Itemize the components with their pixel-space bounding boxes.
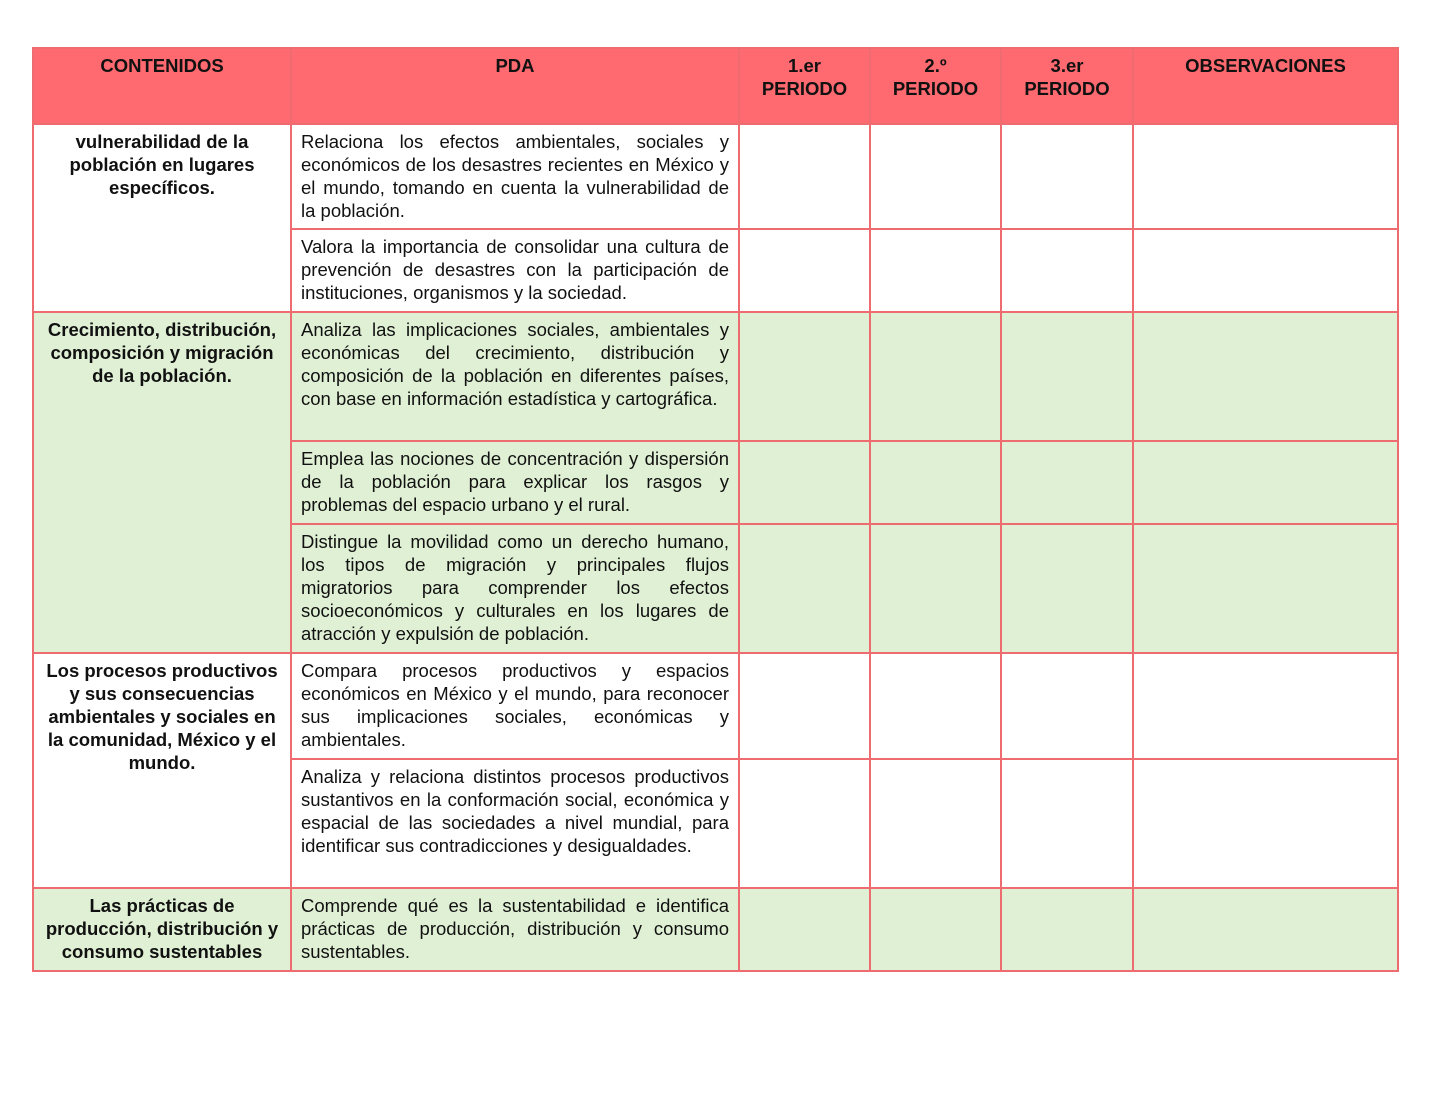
pda-cell: Comprende qué es la sustentabilidad e identifica prácticas de producción, distribución y consumo sustentables. — [291, 888, 739, 971]
periodo-1-cell[interactable] — [739, 312, 870, 441]
pda-cell: Distingue la movilidad como un derecho humano, los tipos de migración y principales flujos migratorios para comprender los efectos socioeconómicos y culturales en los lugares de atracción y expulsión de población. — [291, 524, 739, 653]
periodo-2-cell[interactable] — [870, 312, 1001, 441]
periodo-2-cell[interactable] — [870, 229, 1001, 312]
observaciones-cell[interactable] — [1133, 759, 1398, 888]
periodo-3-cell[interactable] — [1001, 229, 1133, 312]
contenido-cell: vulnerabilidad de la población en lugares específicos. — [33, 124, 291, 312]
pda-cell: Analiza y relaciona distintos procesos productivos sustantivos en la conformación social, económica y espacial de las sociedades a nivel mundial, para identificar sus contradicciones y desigualdades. — [291, 759, 739, 888]
periodo-1-cell[interactable] — [739, 441, 870, 524]
periodo-1-cell[interactable] — [739, 229, 870, 312]
header-periodo-1: 1.er PERIODO — [739, 48, 870, 124]
observaciones-cell[interactable] — [1133, 312, 1398, 441]
pda-cell: Valora la importancia de consolidar una cultura de prevención de desastres con la participación de instituciones, organismos y la sociedad. — [291, 229, 739, 312]
contenido-cell: Crecimiento, distribución, composición y migración de la población. — [33, 312, 291, 653]
periodo-3-cell[interactable] — [1001, 312, 1133, 441]
header-row — [33, 48, 1398, 124]
periodo-2-cell[interactable] — [870, 653, 1001, 759]
contenido-cell: Las prácticas de producción, distribución y consumo sustentables — [33, 888, 291, 971]
periodo-2-cell[interactable] — [870, 524, 1001, 653]
periodo-1-cell[interactable] — [739, 124, 870, 229]
table-row — [33, 653, 1398, 759]
periodo-3-cell[interactable] — [1001, 124, 1133, 229]
header-observaciones: OBSERVACIONES — [1133, 48, 1398, 124]
observaciones-cell[interactable] — [1133, 888, 1398, 971]
observaciones-cell[interactable] — [1133, 229, 1398, 312]
periodo-2-cell[interactable] — [870, 759, 1001, 888]
periodo-3-cell[interactable] — [1001, 888, 1133, 971]
periodo-1-cell[interactable] — [739, 759, 870, 888]
periodo-2-cell[interactable] — [870, 124, 1001, 229]
periodo-1-cell[interactable] — [739, 888, 870, 971]
evaluation-table — [32, 47, 1399, 972]
pda-cell: Relaciona los efectos ambientales, sociales y económicos de los desastres recientes en México y el mundo, tomando en cuenta la vulnerabilidad de la población. — [291, 124, 739, 229]
periodo-3-cell[interactable] — [1001, 524, 1133, 653]
contenido-cell: Los procesos productivos y sus consecuencias ambientales y sociales en la comunidad, México y el mundo. — [33, 653, 291, 888]
header-pda: PDA — [291, 48, 739, 124]
header-periodo-2: 2.º PERIODO — [870, 48, 1001, 124]
table-row — [33, 312, 1398, 441]
periodo-2-cell[interactable] — [870, 441, 1001, 524]
table-row — [33, 124, 1398, 229]
header-periodo-3: 3.er PERIODO — [1001, 48, 1133, 124]
header-contenidos: CONTENIDOS — [33, 48, 291, 124]
observaciones-cell[interactable] — [1133, 441, 1398, 524]
periodo-3-cell[interactable] — [1001, 441, 1133, 524]
periodo-3-cell[interactable] — [1001, 759, 1133, 888]
periodo-1-cell[interactable] — [739, 524, 870, 653]
periodo-2-cell[interactable] — [870, 888, 1001, 971]
periodo-1-cell[interactable] — [739, 653, 870, 759]
periodo-3-cell[interactable] — [1001, 653, 1133, 759]
pda-cell: Emplea las nociones de concentración y dispersión de la población para explicar los rasgos y problemas del espacio urbano y el rural. — [291, 441, 739, 524]
pda-cell: Analiza las implicaciones sociales, ambientales y económicas del crecimiento, distribución y composición de la población en diferentes países, con base en información estadística y cartográfica. — [291, 312, 739, 441]
observaciones-cell[interactable] — [1133, 124, 1398, 229]
table-row — [33, 888, 1398, 971]
observaciones-cell[interactable] — [1133, 653, 1398, 759]
pda-cell: Compara procesos productivos y espacios económicos en México y el mundo, para reconocer sus implicaciones sociales, económicas y ambientales. — [291, 653, 739, 759]
observaciones-cell[interactable] — [1133, 524, 1398, 653]
